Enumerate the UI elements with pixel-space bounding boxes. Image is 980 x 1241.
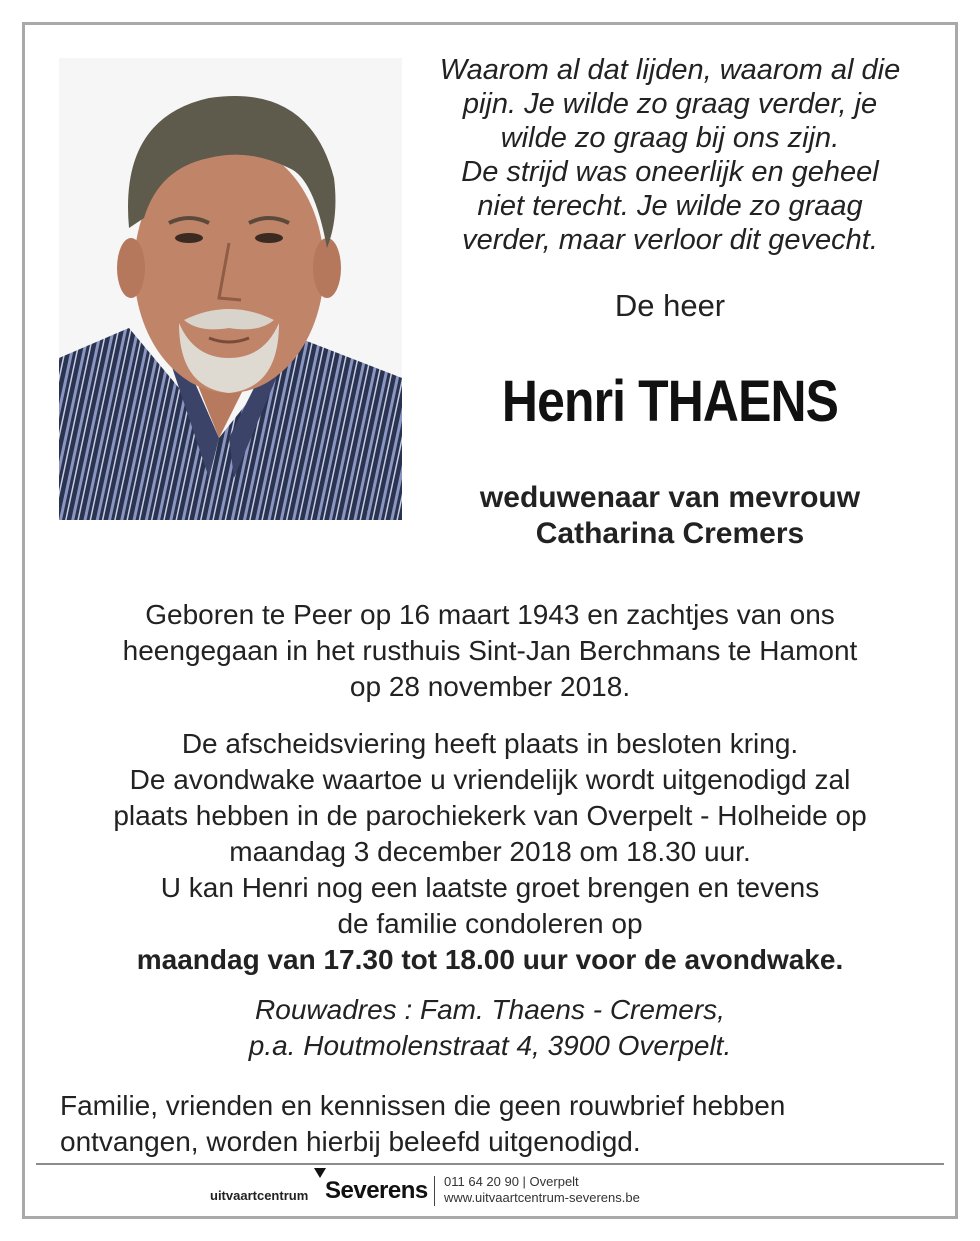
invitation-note [60, 1088, 930, 1160]
born-line: heengegaan in het rusthuis Sint-Jan Berchmans te Hamont [122, 635, 858, 666]
poem-line: De strijd was oneerlijk en geheel [461, 156, 879, 188]
poem-line: Waarom al dat lijden, waarom al die [439, 54, 901, 86]
born-line: op 28 november 2018. [349, 671, 631, 702]
poem-line: niet terecht. Je wilde zo graag [477, 190, 863, 222]
address-line: p.a. Houtmolenstraat 4, 3900 Overpelt. [248, 1030, 732, 1061]
birth-death-info [40, 597, 940, 705]
footer-divider [36, 1163, 944, 1165]
service-line: de familie condoleren op [337, 908, 643, 939]
address-line: Rouwadres : Fam. Thaens - Cremers, [255, 994, 725, 1025]
deceased-name: Henri THAENS [501, 369, 839, 434]
service-line: De avondwake waartoe u vriendelijk wordt uitgenodigd zal [129, 764, 851, 795]
brand-name: Severens [325, 1177, 428, 1204]
service-line: maandag 3 december 2018 om 18.30 uur. [229, 836, 751, 867]
footer-phone: 011 64 20 90 | Overpelt [444, 1174, 579, 1189]
brand-prefix: uitvaartcentrum [210, 1188, 309, 1203]
poem-line: verder, maar verloor dit gevecht. [462, 224, 878, 256]
service-info [40, 726, 940, 978]
footer-separator [434, 1176, 435, 1206]
salutation: De heer [614, 288, 726, 323]
spouse-line: Catharina Cremers [535, 517, 805, 550]
spouse-info [410, 480, 930, 552]
visitation-time: maandag van 17.30 tot 18.00 uur voor de avondwake. [136, 944, 844, 975]
service-line: U kan Henri nog een laatste groet brengen en tevens [160, 872, 820, 903]
invite-line: Familie, vrienden en kennissen die geen rouwbrief hebben [60, 1090, 786, 1121]
poem [410, 53, 930, 257]
invite-line: ontvangen, worden hierbij beleefd uitgenodigd. [60, 1126, 641, 1157]
footer-website[interactable]: www.uitvaartcentrum-severens.be [444, 1190, 640, 1205]
poem-line: pijn. Je wilde zo graag verder, je [462, 88, 878, 120]
service-line: De afscheidsviering heeft plaats in besloten kring. [181, 728, 799, 759]
born-line: Geboren te Peer op 16 maart 1943 en zachtjes van ons [145, 599, 835, 630]
spouse-line: weduwenaar van mevrouw [479, 481, 861, 514]
service-line: plaats hebben in de parochiekerk van Overpelt - Holheide op [113, 800, 867, 831]
mourning-address [40, 992, 940, 1064]
portrait-photo [59, 58, 402, 520]
poem-line: wilde zo graag bij ons zijn. [500, 122, 840, 154]
